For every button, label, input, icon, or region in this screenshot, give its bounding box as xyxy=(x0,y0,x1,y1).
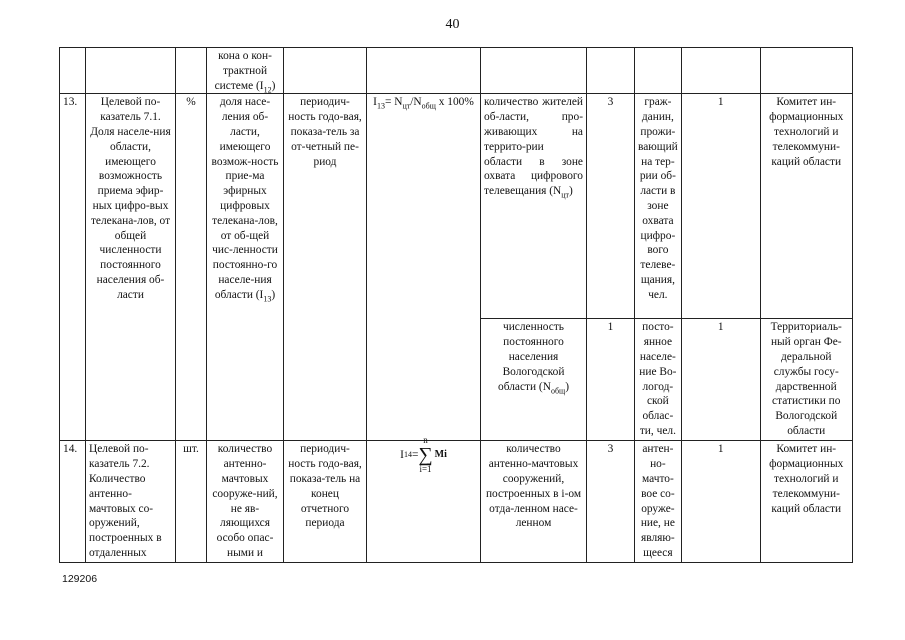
basic-indicator: численность постоянного населения Вологодской области $(N_{общ})$ xyxy=(481,319,587,441)
cell-formula xyxy=(367,48,481,94)
basic-indicator-unit: антен-но-мачто-вое со-оруже-ние, не являю-щееся xyxy=(635,441,682,563)
cell-definition: кона о кон-трактной системе $(I_{12})$ xyxy=(207,48,284,94)
source-code: 1 xyxy=(681,94,760,319)
source-code: 1 xyxy=(681,319,760,441)
cell-code xyxy=(587,48,635,94)
responsible-body: Комитет ин-формационных технологий и телекоммуни-каций области xyxy=(760,441,852,563)
basic-indicator-code: 1 xyxy=(587,319,635,441)
cell-basic-indicator xyxy=(481,48,587,94)
source-code: 1 xyxy=(681,441,760,563)
cell-source-code xyxy=(681,48,760,94)
indicator-definition: доля насе-ления об-ласти, имеющего возмож-ность прие-ма эфирных цифровых телекана-лов, от об-щей чис-ленности постоянно-го населе-ния области $(I_{13})$ xyxy=(207,94,284,441)
row-number: 14. xyxy=(60,441,86,563)
indicator-unit: шт. xyxy=(176,441,207,563)
indicator-name: Целевой по-казатель 7.1. Доля населе-ния области, имеющего возможность приема эфир-ных цифро-вых телекана-лов, от общей численности постоянного населения об-ласти xyxy=(86,94,176,441)
cell-responsible xyxy=(760,48,852,94)
table-row xyxy=(60,94,853,319)
basic-indicator-unit: граж-данин, прожи-вающий на тер-рии об-ласти в зоне охвата цифро-вого телеве-щания, чел. xyxy=(635,94,682,319)
indicator-definition: количество антенно-мачтовых сооруже-ний, не яв-ляющихся особо опас-ными и xyxy=(207,441,284,563)
summation-symbol: n ∑ i=1 xyxy=(418,435,433,475)
cell-unit xyxy=(176,48,207,94)
basic-indicator-unit: посто-янное населе-ние Во-логод-ской облас-ти, чел. xyxy=(635,319,682,441)
table-row xyxy=(60,441,853,563)
indicators-table xyxy=(59,47,853,563)
indicator-periodicity: периодич-ность годо-вая, показа-тель за от-четный пе-риод xyxy=(284,94,367,441)
table-row xyxy=(60,48,853,94)
responsible-body: Комитет ин-формационных технологий и телекоммуни-каций области xyxy=(760,94,852,319)
sum-formula: I 14 = n ∑ i=1 Mi xyxy=(400,435,447,475)
indicator-unit: % xyxy=(176,94,207,441)
cell-unit2 xyxy=(635,48,682,94)
basic-indicator: количество антенно-мачтовых сооружений, построенных в i-ом отда-ленном насе-ленном xyxy=(481,441,587,563)
responsible-body: Территориаль-ный орган Фе-деральной службы госу-дарственной статистики по Вологодской области xyxy=(760,319,852,441)
indicator-formula xyxy=(367,435,481,563)
basic-indicator: количество жителей об-ласти, про-живающих на террито-рии области в зоне охвата цифрового телевещания $(N_{цт})$ xyxy=(481,94,587,319)
footer-code: 129206 xyxy=(62,573,98,585)
cell-name xyxy=(86,48,176,94)
row-number: 13. xyxy=(60,94,86,441)
page-number: 40 xyxy=(445,17,460,32)
indicator-periodicity: периодич-ность годо-вая, показа-тель на конец отчетного периода xyxy=(284,441,367,563)
basic-indicator-code: 3 xyxy=(587,94,635,319)
cell-num xyxy=(60,48,86,94)
cell-periodicity xyxy=(284,48,367,94)
indicator-name: Целевой по-казатель 7.2. Количество антенно-мачтовых со-оружений, построенных в отдаленных xyxy=(86,441,176,563)
basic-indicator-code: 3 xyxy=(587,441,635,563)
indicator-formula: $I_{13}= N_{цт}/N_{общ}$ x 100% xyxy=(367,94,481,441)
